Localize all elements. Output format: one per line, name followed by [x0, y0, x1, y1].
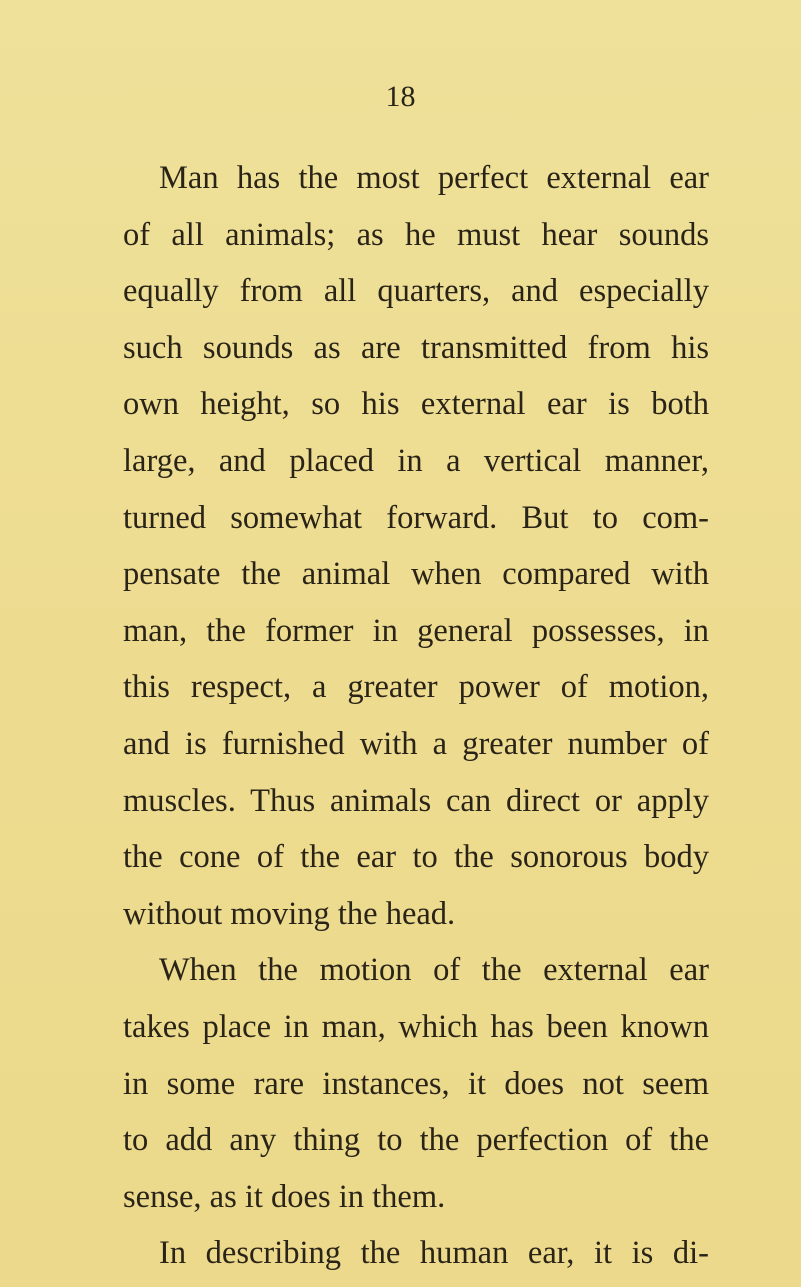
- text-line: In describing the human ear, it is di-: [159, 1235, 709, 1272]
- text-line: pensate the animal when compared with: [123, 556, 709, 593]
- text-line: man, the former in general possesses, in: [123, 612, 709, 649]
- text-line: to add any thing to the perfection of the: [123, 1122, 709, 1159]
- body-text: [123, 150, 709, 1282]
- text-line: muscles. Thus animals can direct or apply: [123, 782, 709, 819]
- page-number: 18: [385, 80, 416, 113]
- text-line: sense, as it does in them.: [123, 1178, 446, 1215]
- text-line: large, and placed in a vertical manner,: [123, 442, 709, 479]
- text-line: this respect, a greater power of motion,: [123, 669, 709, 706]
- text-line: of all animals; as he must hear sounds: [123, 216, 709, 253]
- text-line: in some rare instances, it does not seem: [123, 1065, 709, 1102]
- text-line: the cone of the ear to the sonorous body: [123, 839, 709, 876]
- text-line: When the motion of the external ear: [159, 952, 709, 989]
- text-line: own height, so his external ear is both: [123, 386, 709, 423]
- text-line: Man has the most perfect external ear: [159, 160, 709, 196]
- text-line: without moving the head.: [123, 895, 456, 932]
- text-line: equally from all quarters, and especially: [123, 273, 709, 310]
- text-line: and is furnished with a greater number of: [123, 725, 709, 762]
- text-line: turned somewhat forward. But to com-: [123, 499, 709, 536]
- text-line: such sounds as are transmitted from his: [123, 329, 709, 366]
- text-line: takes place in man, which has been known: [123, 1008, 709, 1045]
